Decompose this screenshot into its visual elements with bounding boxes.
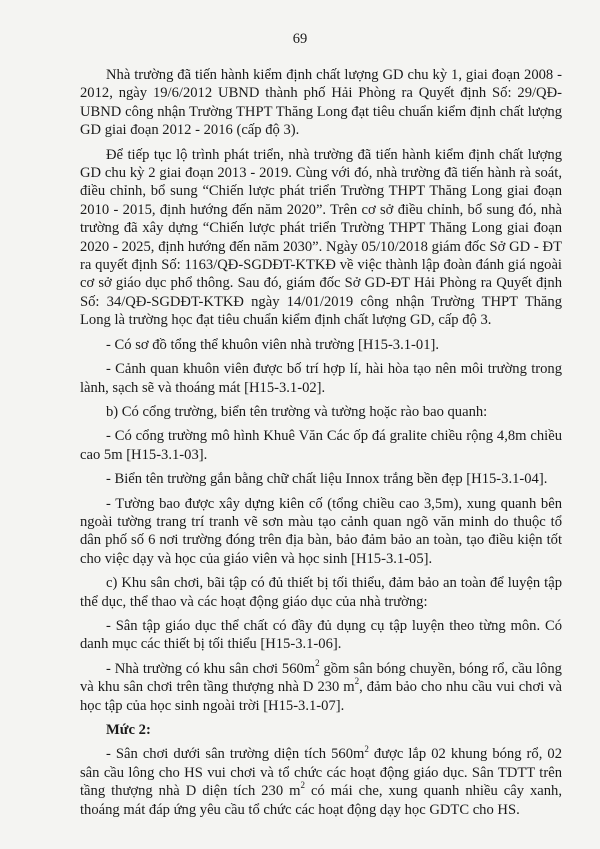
paragraph-san-tap: - Sân tập giáo dục thể chất có đầy đủ dụng cụ tập luyện theo từng môn. Có danh mục các thiết bị tối thiểu [H15-3.1-06]. [80, 617, 562, 653]
paragraph-tuong-bao: - Tường bao được xây dựng kiên cố (tổng chiều cao 3,5m), xung quanh bên ngoài tường trang trí tranh vẽ sơn màu tạo cảnh quan ngõ văn minh do thuộc tổ dân phố số 6 nơi trường đóng trên địa bàn, bảo đảm bảo an toàn, tạo điều kiện tốt cho việc dạy và học của giáo viên và học sinh [H15-3.1-05]. [80, 495, 562, 567]
paragraph-section-c: c) Khu sân chơi, bãi tập có đủ thiết bị tối thiểu, đảm bảo an toàn để luyện tập thể dục, thể thao và các hoạt động giáo dục của nhà trường: [80, 575, 562, 610]
paragraph-san-choi: - Nhà trường có khu sân chơi $560m^2$ gồm sân bóng chuyền, bóng rổ, cầu lông và khu sân chơi trên tầng thượng nhà D 230 $m^2$, đảm bảo cho nhu cầu vui chơi và học tập của học sinh ngoài trời [H15-3.1-07]. [80, 657, 563, 714]
paragraph-canh-quan: - Cảnh quan khuôn viên được bố trí hợp lí, hài hòa tạo nên môi trường trong lành, sạch sẽ và thoáng mát [H15-3.1-02]. [80, 361, 562, 396]
paragraph-muc-2: - Sân chơi dưới sân trường diện tích $560m^2$ được lắp 02 khung bóng rổ, 02 sân cầu lông cho HS vui chơi và tổ chức các hoạt động giáo dục. Sân TDTT trên tầng thượng nhà D diện tích 230 $m^2$ có mái che, xung quanh nhiều cây xanh, thoáng mát đáp ứng yêu cầu tổ chức các hoạt động dạy học GDTC cho HS. [80, 743, 562, 818]
paragraph-section-b: b) Có cổng trường, biển tên trường và tường hoặc rào bao quanh: [106, 403, 488, 420]
paragraph-kiem-dinh-chu-ky-2: Để tiếp tục lộ trình phát triển, nhà trường đã tiến hành kiểm định chất lượng GD chu kỳ 2 giai đoạn 2013 - 2019. Cùng với đó, nhà trường đã tiến hành rà soát, điều chỉnh, bổ sung “Chiến lược phát triển Trường THPT Thăng Long giai đoạn 2010 - 2015, định hướng đến năm 2020”. Trên cơ sở điều chỉnh, bổ sung đó, nhà trường đã xây dựng “Chiến lược phát triển Trường THPT Thăng Long giai đoạn 2020 - 2025, định hướng đến năm 2030”. Ngày 05/10/2018 giám đốc Sở GD - ĐT ra quyết định Số: 1163/QĐ-SGDĐT-KTKĐ về việc thành lập đoàn đánh giá ngoài cơ sở giáo dục phổ thông. Sau đó, giám đốc Sở GD-ĐT Hải Phòng ra Quyết định Số: 34/QĐ-SGDĐT-KTKĐ ngày 14/01/2019 công nhận Trường THPT Thăng Long là trường học đạt tiêu chuẩn kiểm định chất lượng GD, cấp độ 3. [80, 146, 562, 329]
paragraph-so-do-khuon-vien: - Có sơ đồ tổng thể khuôn viên nhà trường [H15-3.1-01]. [106, 336, 440, 353]
paragraph-bien-ten: - Biển tên trường gắn bằng chữ chất liệu Innox trắng bền đẹp [H15-3.1-04]. [106, 471, 548, 488]
heading-muc-2: Mức 2: [106, 722, 151, 738]
document-body [80, 66, 562, 825]
paragraph-kiem-dinh-chu-ky-1: Nhà trường đã tiến hành kiểm định chất lượng GD chu kỳ 1, giai đoạn 2008 - 2012, ngày 19/6/2012 UBND thành phố Hải Phòng ra Quyết định Số: 29/QĐ-UBND công nhận Trường THPT Thăng Long đạt tiêu chuẩn kiểm định chất lượng GD giai đoạn 2012 - 2016 (cấp độ 3). [80, 67, 562, 139]
page-number: 69 [292, 31, 308, 47]
paragraph-cong-truong: - Có cổng trường mô hình Khuê Văn Các ốp đá gralite chiều rộng 4,8m chiều cao 5m [H15-3.1-03]. [80, 428, 562, 463]
